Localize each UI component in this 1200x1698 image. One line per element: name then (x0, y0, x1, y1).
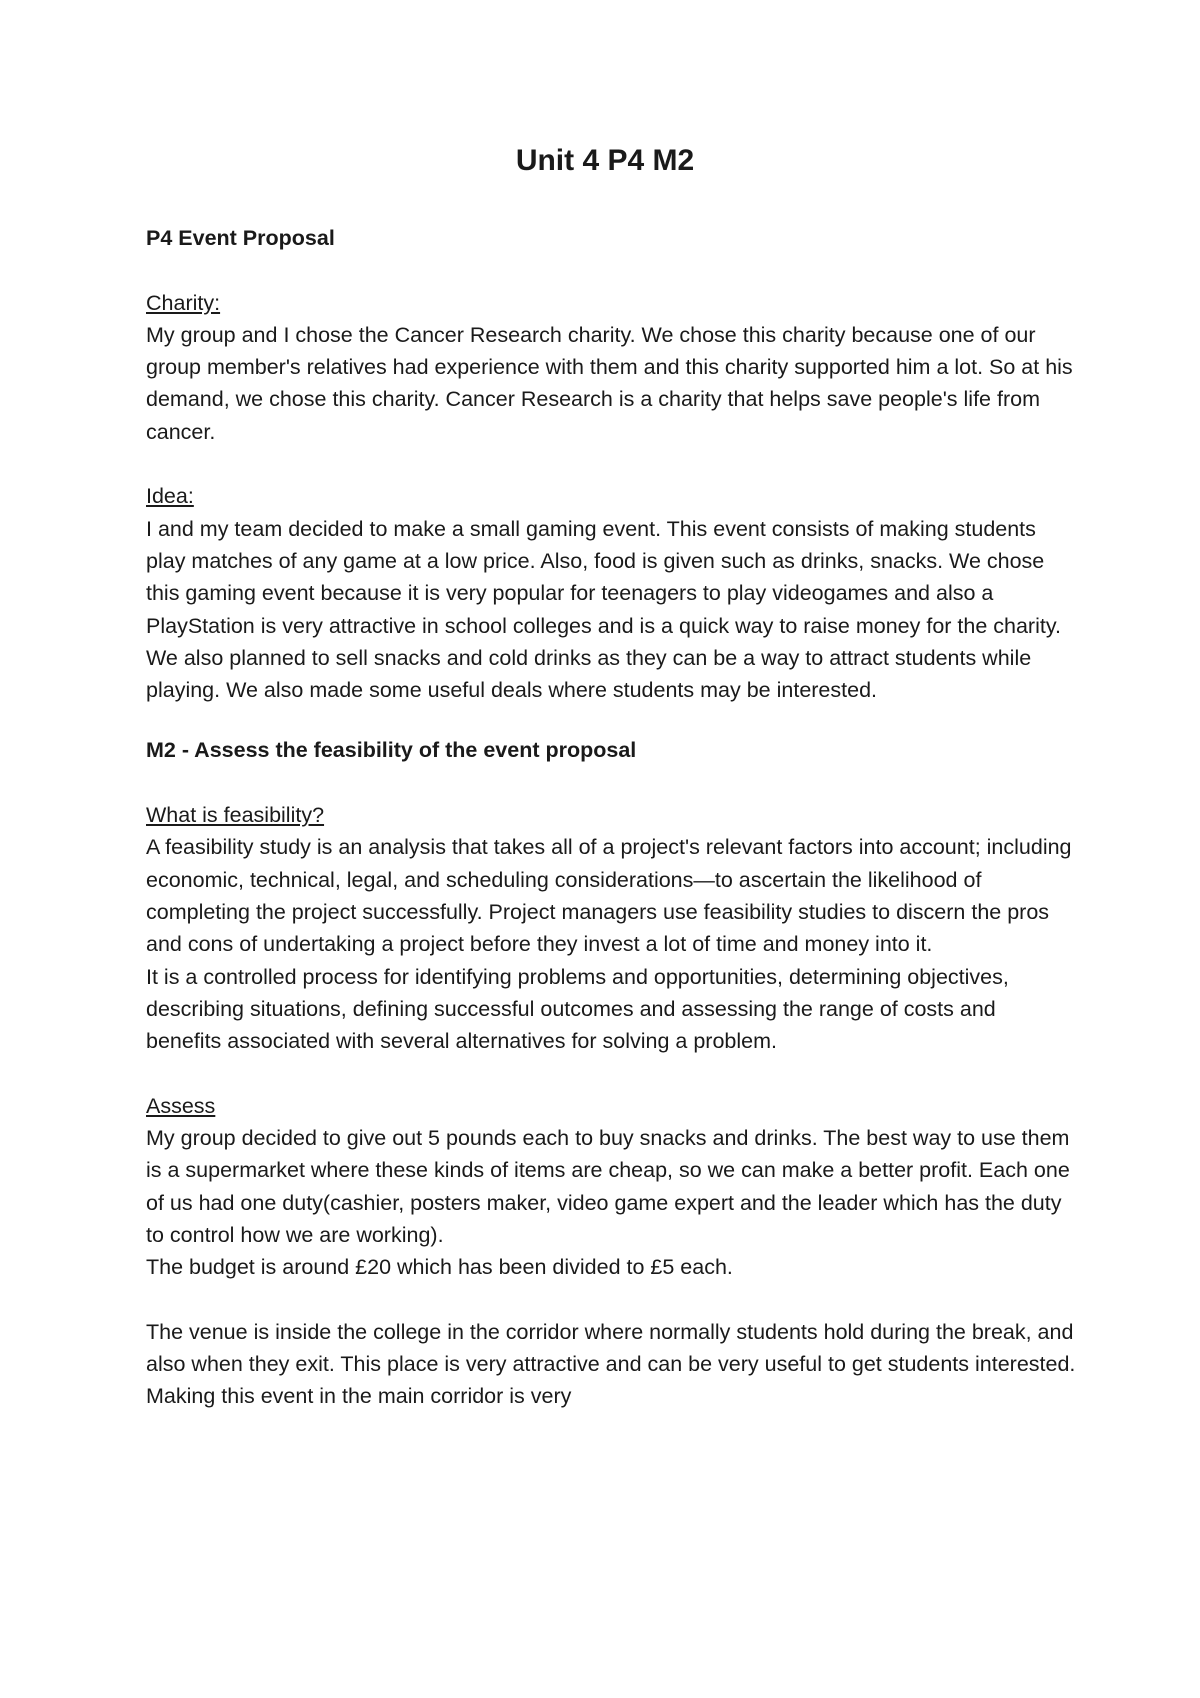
document-body (146, 222, 1076, 1413)
document-title: Unit 4 P4 M2 (515, 144, 695, 177)
spacer (146, 1284, 1076, 1316)
section-heading-p4: P4 Event Proposal (146, 226, 335, 250)
subheading-charity: Charity: (146, 290, 221, 315)
subheading-idea: Idea: (146, 484, 194, 509)
spacer (146, 767, 1076, 799)
subheading-feasibility: What is feasibility? (146, 803, 325, 828)
subheading-assess: Assess (146, 1093, 216, 1118)
spacer (146, 448, 1076, 480)
paragraph-idea-1: I and my team decided to make a small gaming event. This event consists of making students play matches of any game at a low price. Also, food is given such as drinks, snacks. We chose this gaming event because it is very popular for teenagers to play videogames and also a PlayStation is very attractive in school colleges and is a quick way to raise money for the charity. (146, 516, 1061, 638)
paragraph-assess-2: The budget is around £20 which has been divided to £5 each. (146, 1255, 733, 1280)
paragraph-idea-2: We also planned to sell snacks and cold drinks as they can be a way to attract students while playing. We also made some useful deals where students may be interested. (146, 645, 1032, 703)
spacer (146, 706, 1076, 734)
paragraph-assess-1: My group decided to give out 5 pounds each to buy snacks and drinks. The best way to use them is a supermarket where these kinds of items are cheap, so we can make a better profit. Each one of us had one duty(cashier, posters maker, video game expert and the leader which has the duty to control how we are working). (146, 1126, 1070, 1247)
paragraph-feasibility-1: A feasibility study is an analysis that takes all of a project's relevant factors into account; including economic, technical, legal, and scheduling considerations—to ascertain the likelihood of completing the project successfully. Project managers use feasibility studies to discern the pros and cons of undertaking a project before they invest a lot of time and money into it. (146, 835, 1072, 957)
paragraph-feasibility-2: It is a controlled process for identifying problems and opportunities, determining objectives, describing situations, defining successful outcomes and assessing the range of costs and benefits associated with several alternatives for solving a problem. (146, 964, 1009, 1054)
spacer (146, 1057, 1076, 1089)
spacer (146, 254, 1076, 286)
paragraph-charity: My group and I chose the Cancer Research charity. We chose this charity because one of our group member's relatives had experience with them and this charity supported him a lot. So at his demand, we chose this charity. Cancer Research is a charity that helps save people's life from cancer. (146, 322, 1073, 444)
paragraph-assess-3: The venue is inside the college in the corridor where normally students hold during the break, and also when they exit. This place is very attractive and can be very useful to get students interested. Making this event in the main corridor is very (146, 1319, 1076, 1409)
section-heading-m2: M2 - Assess the feasibility of the event proposal (146, 738, 637, 763)
